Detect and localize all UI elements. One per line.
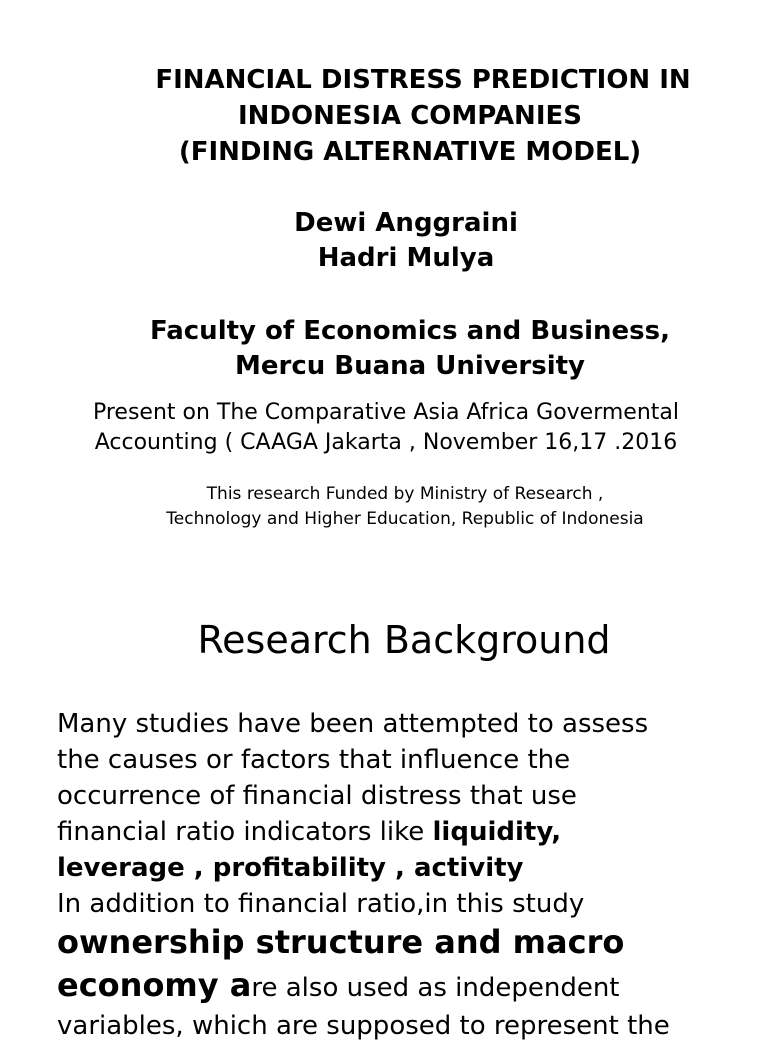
body-line-4-bold: liquidity,	[432, 817, 562, 847]
affiliation-line-1: Faculty of Economics and Business,	[149, 316, 671, 346]
affiliation-line-2: Mercu Buana University	[235, 351, 585, 381]
body-line-8-text: re also used as independent	[251, 973, 620, 1003]
body-line-5	[57, 850, 768, 886]
body-line-6: In addition to financial ratio,in this study	[57, 889, 585, 919]
body-line-4	[57, 814, 768, 850]
body-line-7-bold: ownership structure and macro	[57, 923, 625, 961]
body-line-8-bold: economy a	[57, 966, 252, 1004]
slide-title	[40, 62, 768, 170]
section-title: Research Background	[197, 618, 611, 662]
author-2: Hadri Mulya	[317, 243, 495, 273]
author-1: Dewi Anggraini	[294, 208, 518, 238]
body-line-8	[57, 965, 768, 1008]
body-line-2: the causes or factors that influence the	[57, 745, 571, 775]
body-line-7	[57, 922, 768, 965]
authors	[40, 206, 768, 276]
title-line-1: FINANCIAL DISTRESS PREDICTION IN	[155, 65, 691, 95]
body-line-1: Many studies have been attempted to assess	[57, 709, 649, 739]
funding-line-1: This research Funded by Ministry of Research ,	[206, 484, 604, 504]
body-line-9: variables, which are supposed to represent the	[57, 1011, 670, 1041]
funding-note	[20, 482, 768, 532]
presentation-line-2: Accounting ( CAAGA Jakarta , November 16,17 .2016	[94, 430, 678, 455]
body-line-4-text: financial ratio indicators like	[57, 817, 433, 847]
title-line-2: INDONESIA COMPANIES	[238, 101, 582, 131]
body-line-3: occurrence of financial distress that use	[57, 781, 577, 811]
title-line-3: (FINDING ALTERNATIVE MODEL)	[178, 137, 642, 167]
presentation-note	[0, 398, 768, 458]
affiliation	[40, 314, 768, 384]
presentation-line-1: Present on The Comparative Asia Africa Govermental	[92, 400, 680, 425]
section-body	[57, 706, 768, 1044]
body-line-5-bold: leverage , profitability , activity	[57, 853, 524, 883]
funding-line-2: Technology and Higher Education, Republic of Indonesia	[166, 509, 644, 529]
